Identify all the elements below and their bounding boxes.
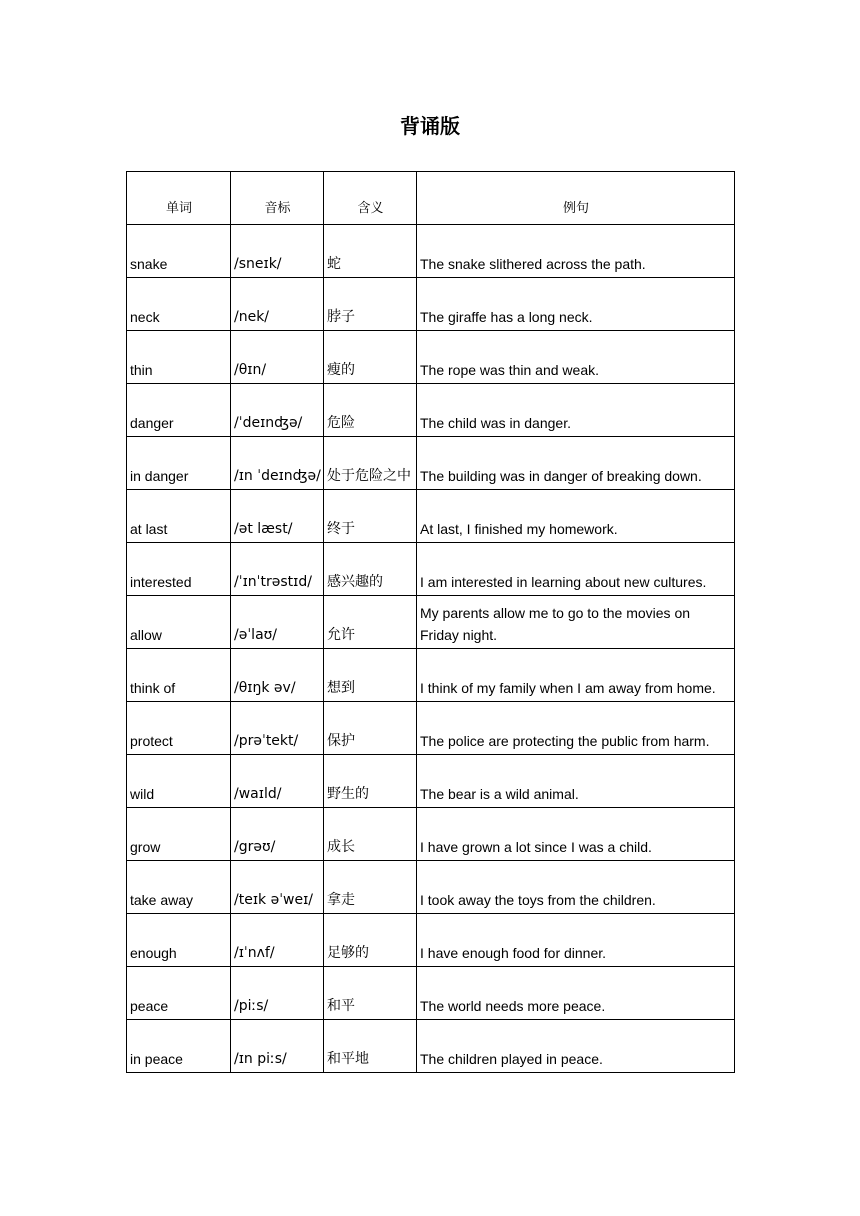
word-cell: danger bbox=[127, 384, 231, 437]
ipa-cell: /ət læst/ bbox=[231, 490, 324, 543]
example-cell: I think of my family when I am away from home. bbox=[417, 649, 735, 702]
example-cell: The world needs more peace. bbox=[417, 967, 735, 1020]
meaning-cell: 脖子 bbox=[324, 278, 417, 331]
example-cell: The giraffe has a long neck. bbox=[417, 278, 735, 331]
word-cell: neck bbox=[127, 278, 231, 331]
example-cell: I have grown a lot since I was a child. bbox=[417, 808, 735, 861]
word-cell: snake bbox=[127, 225, 231, 278]
meaning-cell: 野生的 bbox=[324, 755, 417, 808]
table-row bbox=[127, 225, 735, 278]
meaning-cell: 感兴趣的 bbox=[324, 543, 417, 596]
meaning-cell: 允许 bbox=[324, 596, 417, 649]
word-cell: wild bbox=[127, 755, 231, 808]
word-cell: in peace bbox=[127, 1020, 231, 1073]
example-cell: The building was in danger of breaking down. bbox=[417, 437, 735, 490]
vocabulary-table bbox=[126, 171, 735, 1073]
meaning-cell: 成长 bbox=[324, 808, 417, 861]
word-cell: protect bbox=[127, 702, 231, 755]
ipa-cell: /sneɪk/ bbox=[231, 225, 324, 278]
table-row bbox=[127, 490, 735, 543]
header-meaning: 含义 bbox=[324, 172, 417, 225]
table-row bbox=[127, 543, 735, 596]
ipa-cell: /ˈdeɪnʤə/ bbox=[231, 384, 324, 437]
ipa-cell: /teɪk əˈweɪ/ bbox=[231, 861, 324, 914]
word-cell: thin bbox=[127, 331, 231, 384]
table-header-row bbox=[127, 172, 735, 225]
ipa-cell: /θɪŋk əv/ bbox=[231, 649, 324, 702]
table-row bbox=[127, 967, 735, 1020]
ipa-cell: /prəˈtekt/ bbox=[231, 702, 324, 755]
table-body bbox=[127, 225, 735, 1073]
table-row bbox=[127, 331, 735, 384]
meaning-cell: 蛇 bbox=[324, 225, 417, 278]
word-cell: take away bbox=[127, 861, 231, 914]
meaning-cell: 危险 bbox=[324, 384, 417, 437]
header-example: 例句 bbox=[417, 172, 735, 225]
word-cell: in danger bbox=[127, 437, 231, 490]
word-cell: interested bbox=[127, 543, 231, 596]
meaning-cell: 处于危险之中 bbox=[324, 437, 417, 490]
table-row bbox=[127, 861, 735, 914]
header-word: 单词 bbox=[127, 172, 231, 225]
word-cell: allow bbox=[127, 596, 231, 649]
table-row bbox=[127, 808, 735, 861]
table-row bbox=[127, 1020, 735, 1073]
ipa-cell: /grəʊ/ bbox=[231, 808, 324, 861]
table-row bbox=[127, 914, 735, 967]
table-row bbox=[127, 755, 735, 808]
meaning-cell: 保护 bbox=[324, 702, 417, 755]
table-row bbox=[127, 437, 735, 490]
meaning-cell: 足够的 bbox=[324, 914, 417, 967]
word-cell: at last bbox=[127, 490, 231, 543]
meaning-cell: 和平地 bbox=[324, 1020, 417, 1073]
ipa-cell: /nek/ bbox=[231, 278, 324, 331]
table-row bbox=[127, 596, 735, 649]
example-cell: My parents allow me to go to the movies on Friday night. bbox=[417, 596, 735, 649]
word-cell: grow bbox=[127, 808, 231, 861]
ipa-cell: /ɪˈnʌf/ bbox=[231, 914, 324, 967]
ipa-cell: /ɪn ˈdeɪnʤə/ bbox=[231, 437, 324, 490]
table-row bbox=[127, 649, 735, 702]
meaning-cell: 和平 bbox=[324, 967, 417, 1020]
ipa-cell: /piːs/ bbox=[231, 967, 324, 1020]
table-row bbox=[127, 278, 735, 331]
word-cell: think of bbox=[127, 649, 231, 702]
table-row bbox=[127, 384, 735, 437]
example-cell: The police are protecting the public from harm. bbox=[417, 702, 735, 755]
ipa-cell: /əˈlaʊ/ bbox=[231, 596, 324, 649]
ipa-cell: /ɪn piːs/ bbox=[231, 1020, 324, 1073]
ipa-cell: /ˈɪnˈtrəstɪd/ bbox=[231, 543, 324, 596]
word-cell: enough bbox=[127, 914, 231, 967]
meaning-cell: 拿走 bbox=[324, 861, 417, 914]
example-cell: The child was in danger. bbox=[417, 384, 735, 437]
example-cell: I have enough food for dinner. bbox=[417, 914, 735, 967]
table-row bbox=[127, 702, 735, 755]
example-cell: I took away the toys from the children. bbox=[417, 861, 735, 914]
example-cell: The rope was thin and weak. bbox=[417, 331, 735, 384]
example-cell: The snake slithered across the path. bbox=[417, 225, 735, 278]
example-cell: I am interested in learning about new cultures. bbox=[417, 543, 735, 596]
header-ipa: 音标 bbox=[231, 172, 324, 225]
page-title: 背诵版 bbox=[400, 114, 460, 138]
ipa-cell: /θɪn/ bbox=[231, 331, 324, 384]
example-cell: At last, I finished my homework. bbox=[417, 490, 735, 543]
meaning-cell: 想到 bbox=[324, 649, 417, 702]
example-cell: The children played in peace. bbox=[417, 1020, 735, 1073]
meaning-cell: 瘦的 bbox=[324, 331, 417, 384]
meaning-cell: 终于 bbox=[324, 490, 417, 543]
example-cell: The bear is a wild animal. bbox=[417, 755, 735, 808]
ipa-cell: /waɪld/ bbox=[231, 755, 324, 808]
word-cell: peace bbox=[127, 967, 231, 1020]
